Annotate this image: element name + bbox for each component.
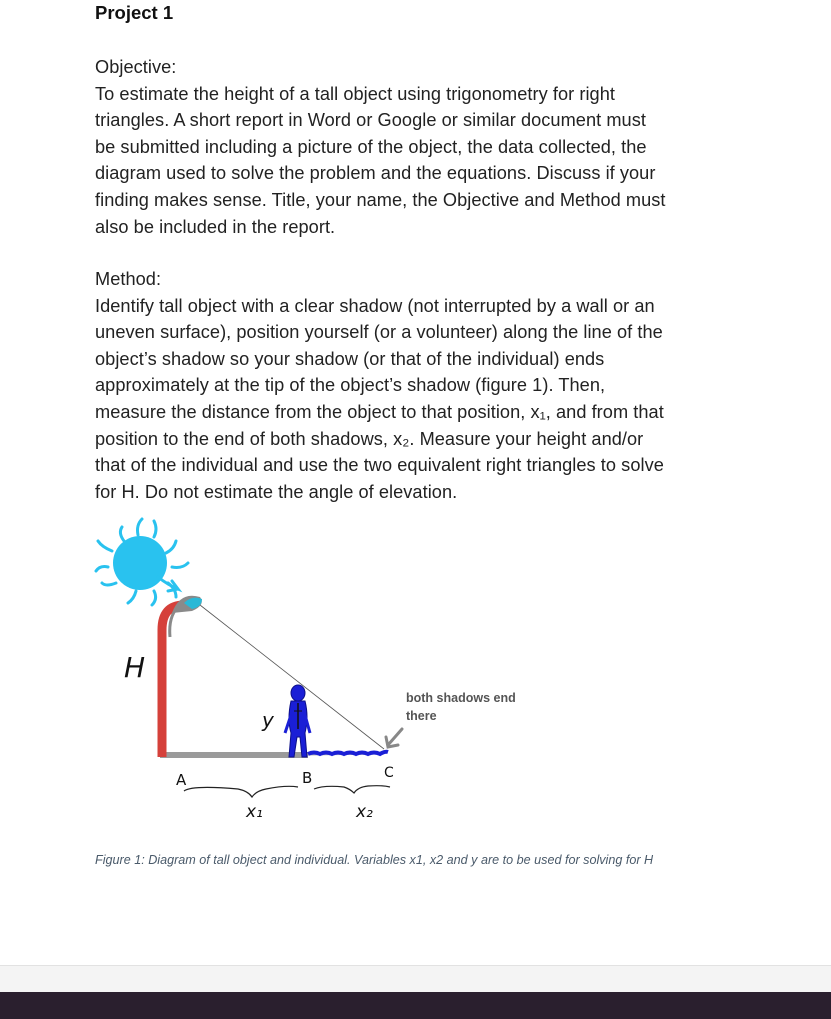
label-B: B bbox=[302, 769, 313, 787]
label-x2: x₂ bbox=[356, 802, 373, 822]
objective-section bbox=[95, 54, 745, 240]
method-line: measure the distance from the object to that position, x₁, and from that bbox=[95, 401, 664, 422]
method-section bbox=[95, 266, 745, 505]
page-footer-gap bbox=[0, 965, 831, 993]
method-line: uneven surface), position yourself (or a volunteer) along the line of the bbox=[95, 322, 663, 343]
shadow-diagram bbox=[88, 505, 548, 835]
taskbar bbox=[0, 992, 831, 1019]
label-x1: x₁ bbox=[246, 802, 263, 822]
objective-line: also be included in the report. bbox=[95, 216, 336, 237]
objective-line: be submitted including a picture of the object, the data collected, the bbox=[95, 136, 647, 157]
brace-x1 bbox=[184, 786, 298, 797]
objective-line: To estimate the height of a tall object using trigonometry for right bbox=[95, 83, 615, 104]
sun-icon bbox=[96, 519, 188, 605]
label-C: C bbox=[384, 765, 394, 781]
document-title: Project 1 bbox=[95, 2, 174, 23]
figure-caption: Figure 1: Diagram of tall object and individual. Variables x1, x2 and y are to be used for solving for H bbox=[95, 853, 654, 867]
method-line: object’s shadow so your shadow (or that of the individual) ends bbox=[95, 348, 605, 369]
person-figure bbox=[285, 685, 310, 757]
shadow-end-arrow bbox=[386, 729, 402, 747]
person-shadow bbox=[308, 752, 388, 754]
label-A: A bbox=[176, 771, 187, 789]
method-heading: Method: bbox=[95, 269, 162, 289]
label-H: H bbox=[124, 651, 146, 684]
shadow-note bbox=[406, 689, 516, 725]
objective-line: diagram used to solve the problem and the equations. Discuss if your bbox=[95, 163, 656, 184]
shadow-note-line: there bbox=[406, 709, 437, 723]
brace-x2 bbox=[314, 786, 390, 793]
method-line: for H. Do not estimate the angle of elevation. bbox=[95, 481, 458, 502]
objective-heading: Objective: bbox=[95, 57, 177, 77]
objective-line: triangles. A short report in Word or Google or similar document must bbox=[95, 110, 646, 131]
ground-line bbox=[160, 752, 308, 758]
shadow-note-line: both shadows end bbox=[406, 691, 516, 705]
method-line: approximately at the tip of the object’s shadow (figure 1). Then, bbox=[95, 375, 606, 396]
method-line: position to the end of both shadows, x₂. Measure your height and/or bbox=[95, 428, 644, 449]
lamp-post bbox=[162, 596, 202, 757]
objective-line: finding makes sense. Title, your name, the Objective and Method must bbox=[95, 189, 666, 210]
label-y: y bbox=[262, 708, 274, 732]
method-line: Identify tall object with a clear shadow (not interrupted by a wall or an bbox=[95, 295, 655, 316]
method-line: that of the individual and use the two equivalent right triangles to solve bbox=[95, 455, 664, 476]
